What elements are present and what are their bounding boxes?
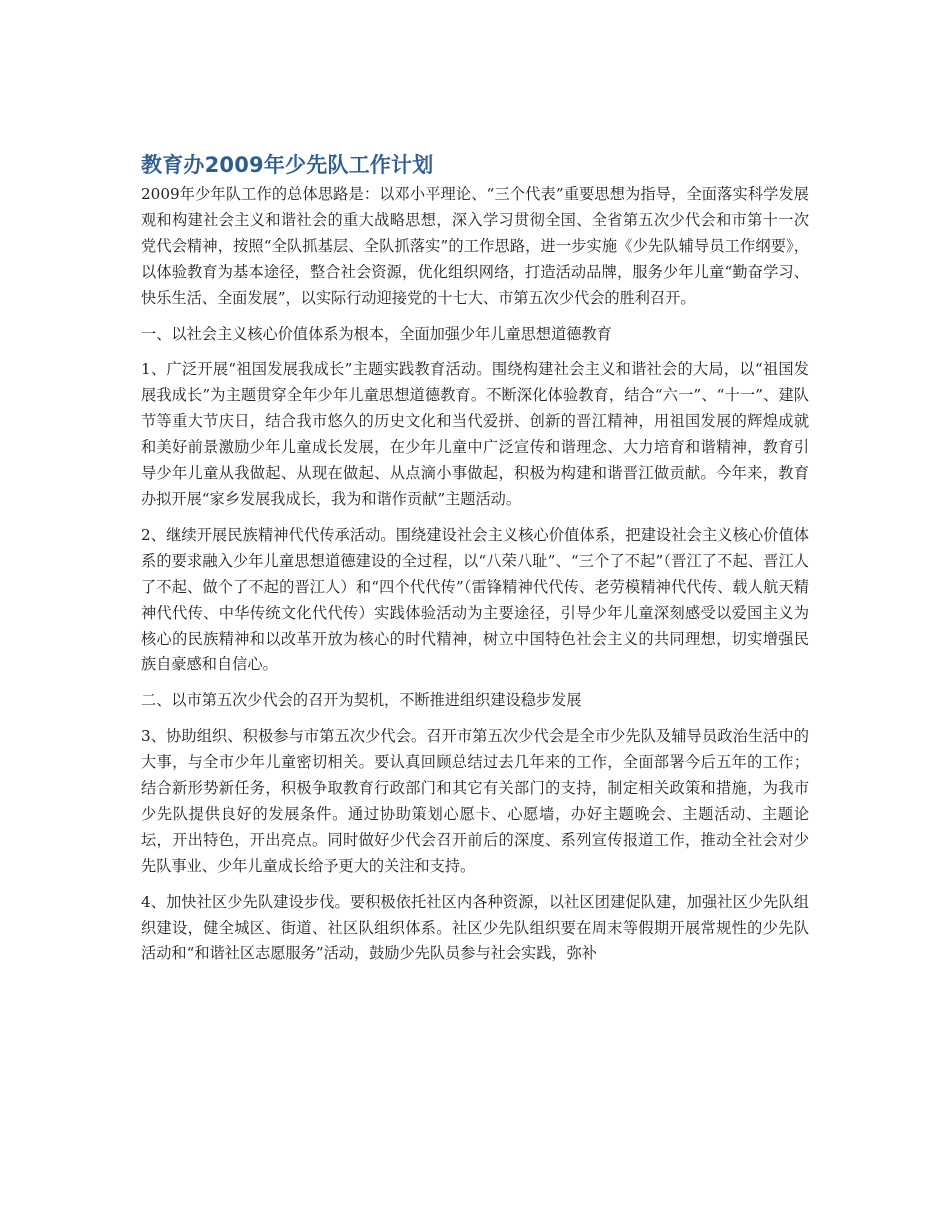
item-paragraph-1: 1、广泛开展“祖国发展我成长”主题实践教育活动。围绕构建社会主义和谐社会的大局，以“祖国发展我成长”为主题贯穿全年少年儿童思想道德教育。不断深化体验教育，结合“六一”、“十一”、建队节等重大节庆日，结合我市悠久的历史文化和当代爱拼、创新的晋江精神，用祖国发展的辉煌成就和美好前景激励少年儿童成长发展，在少年儿童中广泛宣传和谐理念、大力培育和谐精神，教育引导少年儿童从我做起、从现在做起、从点滴小事做起，积极为构建和谐晋江做贡献。今年来，教育办拟开展“家乡发展我成长，我为和谐作贡献”主题活动。 [141, 360, 809, 508]
section-heading-1: 一、以社会主义核心价值体系为根本，全面加强少年儿童思想道德教育 [141, 324, 612, 343]
intro-paragraph: 2009年少年队工作的总体思路是：以邓小平理论、“三个代表”重要思想为指导，全面落实科学发展观和构建社会主义和谐社会的重大战略思想，深入学习贯彻全国、全省第五次少代会和市第十一次党代会精神，按照“全队抓基层、全队抓落实”的工作思路，进一步实施《少先队辅导员工作纲要》，以体验教育为基本途径，整合社会资源，优化组织网络，打造活动品牌，服务少年儿童“勤奋学习、快乐生活、全面发展”，以实际行动迎接党的十七大、市第五次少代会的胜利召开。 [141, 185, 809, 307]
document-title: 教育办2009年少先队工作计划 [141, 153, 434, 177]
document-page [141, 150, 809, 977]
section-heading-2: 二、以市第五次少代会的召开为契机，不断推进组织建设稳步发展 [141, 691, 582, 710]
item-paragraph-3: 3、协助组织、积极参与市第五次少代会。召开市第五次少代会是全市少先队及辅导员政治生活中的大事，与全市少年儿童密切相关。要认真回顾总结过去几年来的工作，全面部署今后五年的工作；结合新形势新任务，积极争取教育行政部门和其它有关部门的支持，制定相关政策和措施，为我市少先队提供良好的发展条件。通过协助策划心愿卡、心愿墙，办好主题晚会、主题活动、主题论坛，开出特色，开出亮点。同时做好少代会召开前后的深度、系列宣传报道工作，推动全社会对少先队事业、少年儿童成长给予更大的关注和支持。 [141, 727, 809, 875]
item-paragraph-2: 2、继续开展民族精神代代传承活动。围绕建设社会主义核心价值体系，把建设社会主义核心价值体系的要求融入少年儿童思想道德建设的全过程，以“八荣八耻”、“三个了不起”（晋江了不起、晋江人了不起、做个了不起的晋江人）和“四个代代传”（雷锋精神代代传、老劳模精神代代传、载人航天精神代代传、中华传统文化代代传）实践体验活动为主要途径，引导少年儿童深刻感受以爱国主义为核心的民族精神和以改革开放为核心的时代精神，树立中国特色社会主义的共同理想，切实增强民族自豪感和自信心。 [141, 525, 809, 674]
item-paragraph-4: 4、加快社区少先队建设步伐。要积极依托社区内各种资源，以社区团建促队建，加强社区少先队组织建设，健全城区、街道、社区队组织体系。社区少先队组织要在周末等假期开展常规性的少先队活动和“和谐社区志愿服务”活动，鼓励少先队员参与社会实践，弥补 [141, 892, 809, 963]
